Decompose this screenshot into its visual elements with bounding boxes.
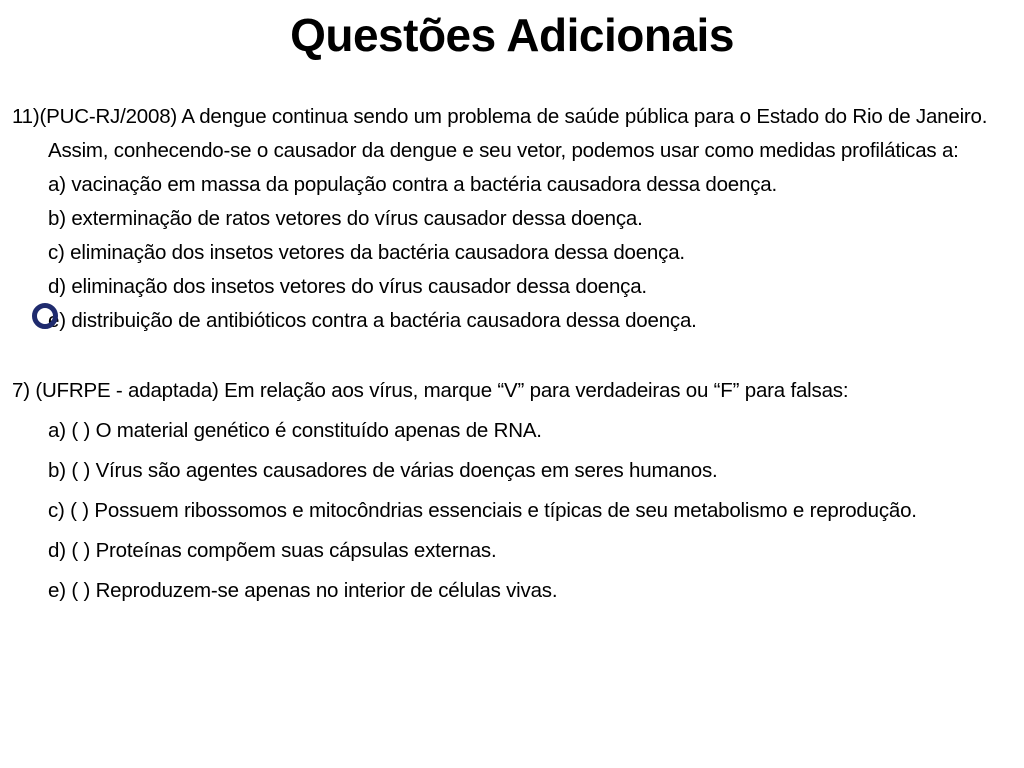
slide-content [12,100,1012,608]
option-e: e) ( ) Reproduzem-se apenas no interior de células vivas. [48,579,558,602]
option-c: c) eliminação dos insetos vetores da bactéria causadora dessa doença. [48,241,685,264]
question-stem: 7) (UFRPE - adaptada) Em relação aos vírus, marque “V” para verdadeiras ou “F” para falsas: [12,379,849,402]
option-a: a) vacinação em massa da população contra a bactéria causadora dessa doença. [48,173,777,196]
option-c: c) ( ) Possuem ribossomos e mitocôndrias essenciais e típicas de seu metabolismo e reprodução. [48,499,917,522]
option-d: d) eliminação dos insetos vetores do vírus causador dessa doença. [48,275,647,298]
option-a: a) ( ) O material genético é constituído apenas de RNA. [48,419,542,442]
option-b: b) ( ) Vírus são agentes causadores de várias doenças em seres humanos. [48,459,718,482]
question-virus [12,374,1012,608]
question-stem: 11)(PUC-RJ/2008) A dengue continua sendo um problema de saúde pública para o Estado do Rio de Janeiro. Assim, conhecendo-se o causador da dengue e seu vetor, podemos usar como medidas profiláticas a: [12,105,988,162]
slide-title: Questões Adicionais [290,9,734,61]
option-e: e) distribuição de antibióticos contra a bactéria causadora dessa doença. [48,309,697,332]
option-d: d) ( ) Proteínas compõem suas cápsulas externas. [48,539,497,562]
question-dengue [12,100,1012,338]
answer-circle-marker [32,303,58,329]
option-b: b) exterminação de ratos vetores do vírus causador dessa doença. [48,207,643,230]
